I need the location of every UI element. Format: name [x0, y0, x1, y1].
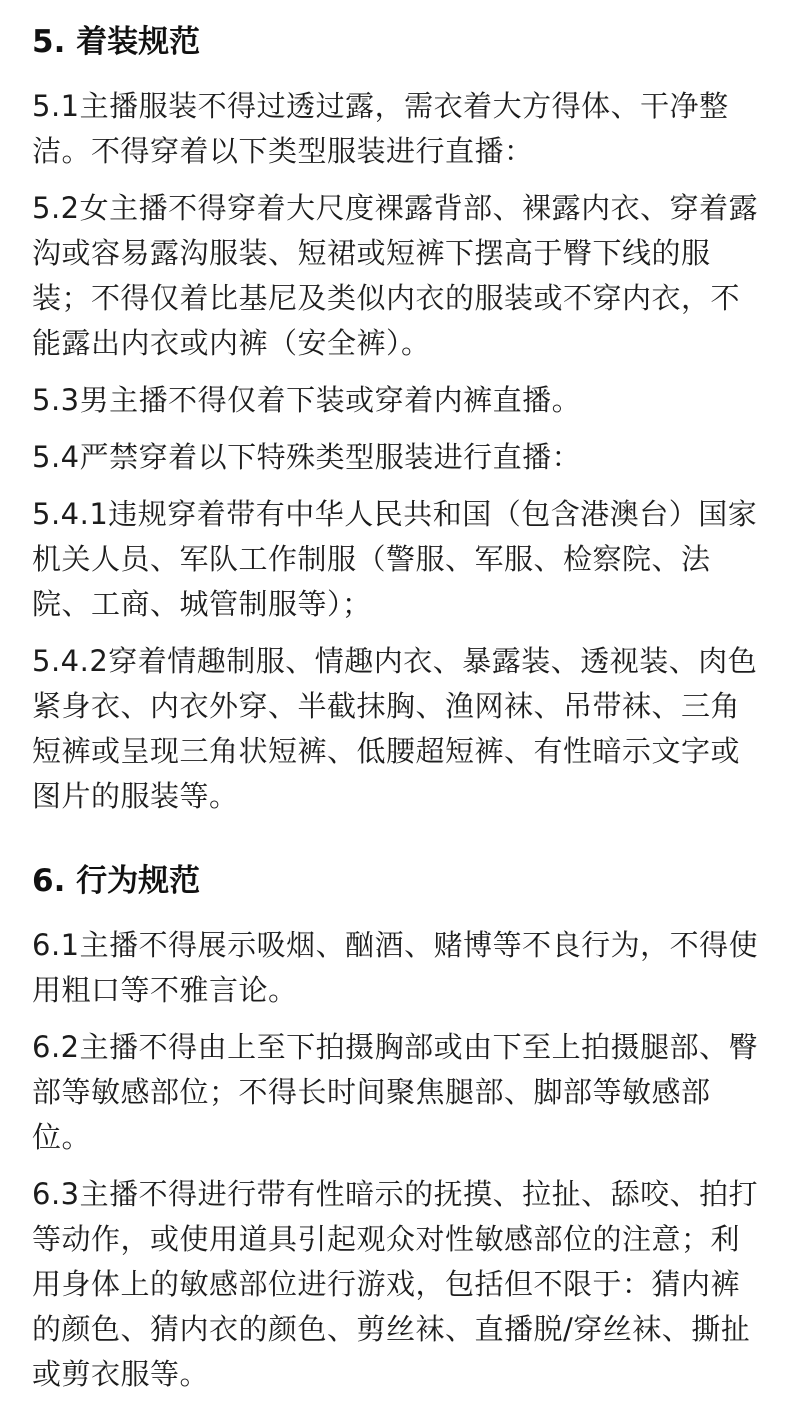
section-behavior-code [32, 853, 764, 1397]
rule-paragraph: 6.3主播不得进行带有性暗示的抚摸、拉扯、舔咬、拍打等动作，或使用道具引起观众对性敏感部位的注意；利用身体上的敏感部位进行游戏，包括但不限于：猜内裤的颜色、猜内衣的颜色、剪丝袜、直播脱/穿丝袜、撕扯或剪衣服等。 [32, 1177, 759, 1391]
rule-paragraph: 6.1主播不得展示吸烟、酗酒、赌博等不良行为，不得使用粗口等不雅言论。 [32, 928, 759, 1007]
section-dress-code [32, 14, 764, 819]
rule-paragraph: 5.3男主播不得仅着下装或穿着内裤直播。 [32, 383, 582, 417]
rule-paragraph: 5.4.1违规穿着带有中华人民共和国（包含港澳台）国家机关人员、军队工作制服（警服、军服、检察院、法院、工商、城管制服等）； [32, 497, 758, 621]
section-title: 6. 行为规范 [32, 863, 201, 899]
rule-paragraph: 6.2主播不得由上至下拍摄胸部或由下至上拍摄腿部、臀部等敏感部位；不得长时间聚焦腿部、脚部等敏感部位。 [32, 1030, 759, 1154]
rule-paragraph: 5.2女主播不得穿着大尺度裸露背部、裸露内衣、穿着露沟或容易露沟服装、短裙或短裤下摆高于臀下线的服装；不得仅着比基尼及类似内衣的服装或不穿内衣，不能露出内衣或内裤（安全裤）。 [32, 191, 759, 360]
section-title: 5. 着装规范 [32, 24, 201, 60]
rule-paragraph: 5.4严禁穿着以下特殊类型服装进行直播： [32, 440, 582, 474]
rule-paragraph: 5.1主播服装不得过透过露，需衣着大方得体、干净整洁。不得穿着以下类型服装进行直播： [32, 89, 729, 168]
rule-paragraph: 5.4.2穿着情趣制服、情趣内衣、暴露装、透视装、肉色紧身衣、内衣外穿、半截抹胸、渔网袜、吊带袜、三角短裤或呈现三角状短裤、低腰超短裤、有性暗示文字或图片的服装等。 [32, 644, 758, 813]
